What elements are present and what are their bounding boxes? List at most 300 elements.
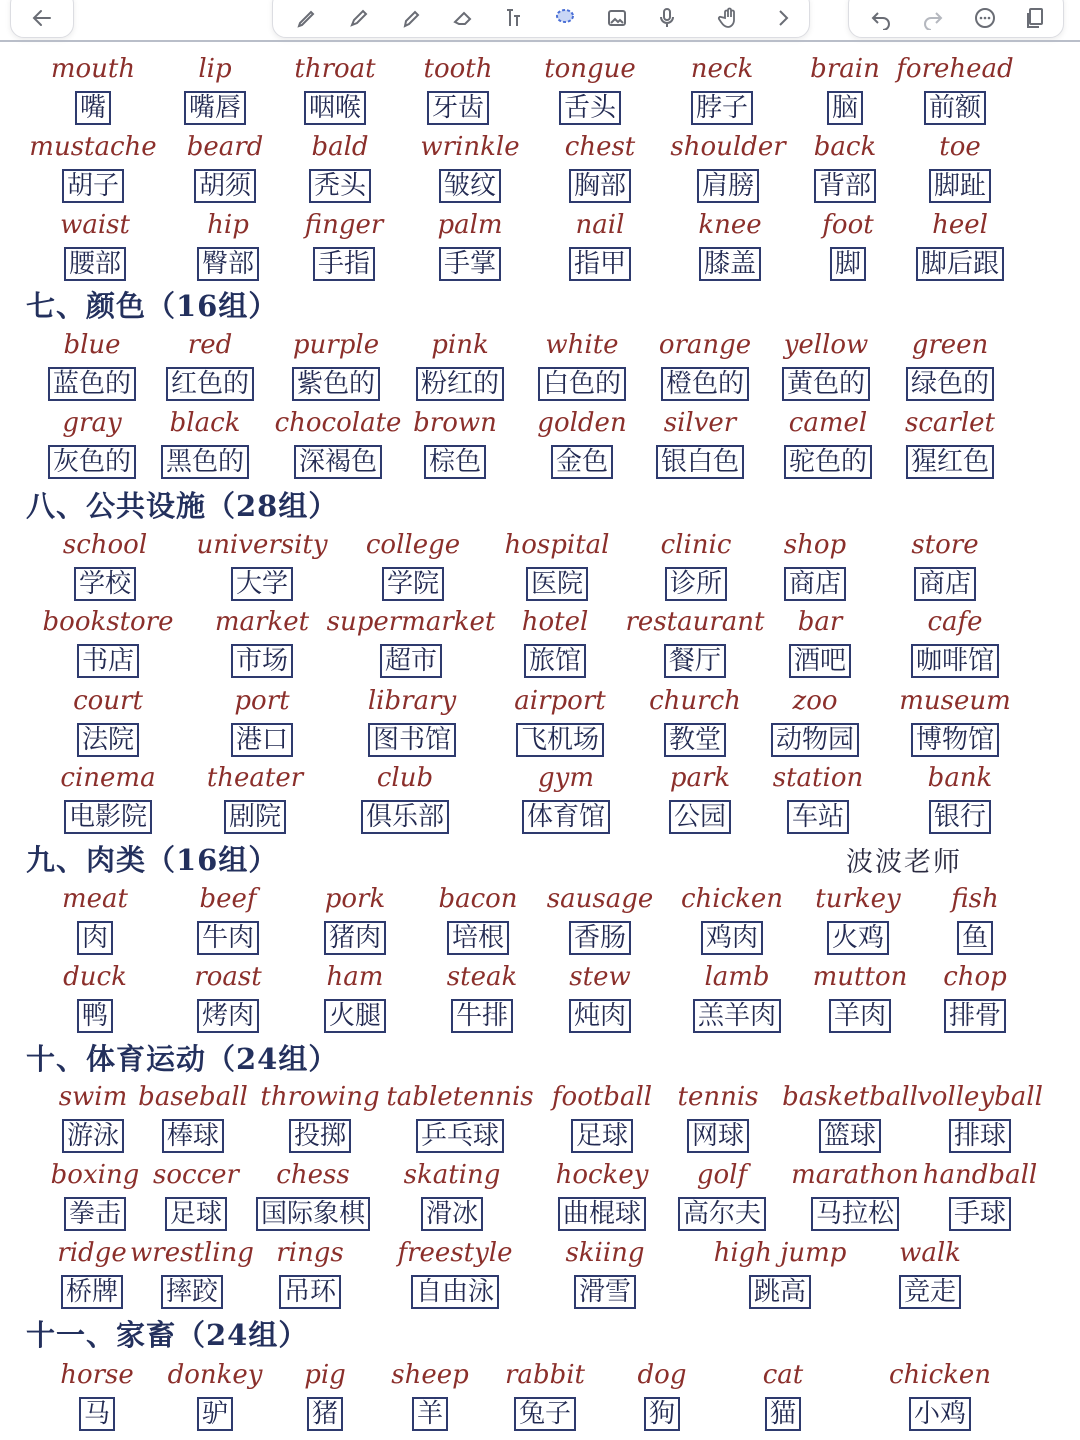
chinese-translation-box: 胸部 — [569, 169, 631, 203]
vocab-item — [915, 607, 995, 676]
chinese-translation-box: 秃头 — [309, 169, 371, 203]
vocab-item — [537, 408, 627, 477]
vocab-item — [50, 54, 136, 123]
english-word: cinema — [60, 763, 156, 793]
chinese-translation-box: 灰色的 — [48, 445, 136, 479]
teacher-signature: 波波老师 — [846, 847, 962, 878]
chinese-translation-box: 马拉松 — [811, 1197, 899, 1231]
chinese-translation-box: 自由泳 — [411, 1275, 499, 1309]
vocab-item — [50, 1160, 140, 1229]
english-word: heel — [932, 210, 988, 240]
english-word: court — [73, 686, 143, 716]
chinese-translation-box: 摔跤 — [161, 1275, 223, 1309]
english-word: hockey — [555, 1160, 649, 1190]
vocab-item — [896, 54, 1014, 123]
english-word: finger — [304, 210, 384, 240]
english-word: market — [214, 607, 310, 637]
more-icon[interactable] — [965, 3, 1005, 33]
english-word: museum — [899, 686, 1011, 716]
vocab-item — [326, 962, 384, 1031]
vocab-item — [911, 530, 979, 599]
vocab-item — [660, 530, 732, 599]
chinese-translation-box: 超市 — [380, 644, 442, 678]
english-word: hotel — [521, 607, 589, 637]
vocab-item — [167, 1360, 263, 1429]
vocab-item — [565, 1238, 645, 1307]
chinese-translation-box: 电影院 — [64, 800, 152, 834]
english-word: pork — [324, 884, 386, 914]
vocab-item — [658, 330, 752, 399]
vocab-item — [514, 686, 606, 755]
vocab-item — [813, 132, 877, 201]
english-word: gray — [62, 408, 122, 438]
vocab-item — [713, 1238, 847, 1307]
eraser-icon[interactable] — [443, 3, 483, 33]
chinese-translation-box: 鱼 — [957, 921, 993, 955]
english-word: golden — [537, 408, 627, 438]
vocab-item — [60, 1360, 134, 1429]
vocab-item — [196, 530, 328, 599]
chinese-translation-box: 黄色的 — [782, 367, 870, 401]
english-word: ham — [326, 962, 384, 992]
chinese-translation-box: 商店 — [914, 567, 976, 601]
vocab-item — [58, 1082, 128, 1151]
english-word: club — [376, 763, 434, 793]
english-word: duck — [63, 962, 127, 992]
english-word: purple — [292, 330, 380, 360]
english-word: baseball — [138, 1082, 248, 1112]
chinese-translation-box: 图书馆 — [368, 723, 456, 757]
chinese-translation-box: 脑 — [827, 91, 863, 125]
vocab-item — [573, 210, 627, 279]
vocab-item — [927, 763, 993, 832]
chevron-right-icon[interactable] — [763, 3, 803, 33]
english-word: boxing — [50, 1160, 140, 1190]
chinese-translation-box: 舌头 — [559, 91, 621, 125]
vocab-item — [680, 884, 784, 953]
chinese-translation-box: 市场 — [231, 644, 293, 678]
vocab-item — [311, 132, 369, 201]
chinese-translation-box: 培根 — [447, 921, 509, 955]
vocab-item — [214, 607, 310, 676]
chinese-translation-box: 胡须 — [194, 169, 256, 203]
chinese-translation-box: 高尔夫 — [678, 1197, 766, 1231]
chinese-translation-box: 臀部 — [197, 247, 259, 281]
vocab-item — [521, 607, 589, 676]
english-word: school — [62, 530, 148, 560]
vocab-item — [260, 1082, 380, 1151]
marker-icon[interactable] — [339, 3, 379, 33]
english-word: zoo — [792, 686, 838, 716]
english-word: turkey — [815, 884, 901, 914]
chinese-translation-box: 白色的 — [538, 367, 626, 401]
vocab-item — [951, 884, 999, 953]
vocab-item — [397, 1238, 513, 1307]
english-word: mouth — [50, 54, 136, 84]
chinese-translation-box: 公园 — [669, 800, 731, 834]
vocab-item — [138, 1082, 248, 1151]
english-word: chicken — [680, 884, 784, 914]
chinese-translation-box: 皱纹 — [439, 169, 501, 203]
vocab-item — [304, 210, 384, 279]
vocab-item — [153, 1160, 239, 1229]
chinese-translation-box: 烤肉 — [197, 999, 259, 1033]
english-word: walk — [899, 1238, 961, 1268]
chinese-translation-box: 诊所 — [665, 567, 727, 601]
english-word: basketball — [782, 1082, 918, 1112]
chinese-translation-box: 跳高 — [749, 1275, 811, 1309]
vocab-item — [793, 607, 847, 676]
vocab-item — [546, 884, 654, 953]
chinese-translation-box: 排球 — [949, 1119, 1011, 1153]
vocab-item — [188, 54, 242, 123]
english-word: shop — [783, 530, 847, 560]
english-word: beard — [186, 132, 264, 162]
vocab-item — [920, 210, 1000, 279]
vocab-item — [52, 330, 132, 399]
vocab-item — [783, 330, 869, 399]
vocab-item — [420, 330, 500, 399]
chinese-translation-box: 脚后跟 — [916, 247, 1004, 281]
undo-icon[interactable] — [861, 3, 901, 33]
vocab-item — [782, 1082, 918, 1151]
chinese-translation-box: 乒乓球 — [416, 1119, 504, 1153]
chinese-translation-box: 足球 — [165, 1197, 227, 1231]
vocab-item — [260, 1160, 366, 1229]
vocab-item — [943, 962, 1007, 1031]
vocab-item — [234, 686, 290, 755]
text-icon[interactable] — [495, 3, 535, 33]
vocab-item — [526, 763, 606, 832]
tools-pill — [272, 0, 810, 38]
chinese-translation-box: 驴 — [197, 1397, 233, 1431]
english-word: camel — [788, 408, 868, 438]
english-word: restaurant — [625, 607, 765, 637]
english-word: chicken — [888, 1360, 992, 1390]
vocab-item — [542, 330, 622, 399]
chinese-translation-box: 红色的 — [166, 367, 254, 401]
highlighter-icon[interactable] — [391, 3, 431, 33]
chinese-translation-box: 羊肉 — [829, 999, 891, 1033]
vocab-item — [391, 1360, 469, 1429]
chinese-translation-box: 桥牌 — [61, 1275, 123, 1309]
toolbar-divider — [0, 40, 1080, 42]
chinese-translation-box: 肩膀 — [697, 169, 759, 203]
english-word: toe — [939, 132, 981, 162]
vocab-item — [60, 763, 156, 832]
vocab-item — [625, 607, 765, 676]
chinese-translation-box: 牛肉 — [197, 921, 259, 955]
actions-pill — [848, 0, 1064, 38]
chinese-translation-box: 兔子 — [514, 1397, 576, 1431]
vocab-item — [294, 54, 376, 123]
chinese-translation-box: 手指 — [313, 247, 375, 281]
pages-icon[interactable] — [1015, 3, 1055, 33]
chinese-translation-box: 背部 — [814, 169, 876, 203]
vocab-item — [899, 1238, 961, 1307]
vocab-item — [812, 962, 908, 1031]
chinese-translation-box: 猪肉 — [324, 921, 386, 955]
english-word: silver — [663, 408, 737, 438]
english-word: knee — [698, 210, 762, 240]
vocab-item — [130, 1238, 254, 1307]
vocab-item — [555, 1160, 649, 1229]
vocab-item — [73, 686, 143, 755]
chinese-translation-box: 学院 — [382, 567, 444, 601]
vocab-item — [60, 210, 130, 279]
redo-icon[interactable] — [913, 3, 953, 33]
vocab-item — [544, 54, 636, 123]
section-heading-facilities: 八、公共设施（28组） — [26, 489, 339, 523]
english-word: back — [813, 132, 877, 162]
vocab-item — [326, 607, 496, 676]
vocab-item — [690, 54, 754, 123]
english-word: sausage — [546, 884, 654, 914]
chinese-translation-box: 嘴唇 — [184, 91, 246, 125]
vocab-item — [551, 1082, 653, 1151]
chinese-translation-box: 医院 — [526, 567, 588, 601]
english-word: soccer — [153, 1160, 239, 1190]
english-word: rabbit — [505, 1360, 585, 1390]
english-word: fish — [951, 884, 999, 914]
english-word: dog — [637, 1360, 687, 1390]
chinese-translation-box: 深褐色 — [294, 445, 382, 479]
english-word: gym — [538, 763, 594, 793]
vocab-item — [386, 1082, 534, 1151]
chinese-translation-box: 粉红的 — [416, 367, 504, 401]
vocab-item — [917, 1082, 1043, 1151]
chinese-translation-box: 酒吧 — [789, 644, 851, 678]
english-word: nail — [575, 210, 625, 240]
english-word: stew — [569, 962, 631, 992]
english-word: horse — [60, 1360, 134, 1390]
english-word: chocolate — [274, 408, 402, 438]
english-word: palm — [437, 210, 503, 240]
english-word: mustache — [29, 132, 157, 162]
english-word: bacon — [438, 884, 518, 914]
chinese-translation-box: 国际象棋 — [256, 1197, 370, 1231]
english-word: tennis — [677, 1082, 759, 1112]
vocab-item — [698, 210, 762, 279]
english-word: supermarket — [326, 607, 496, 637]
vocab-item — [57, 1238, 127, 1307]
english-word: meat — [62, 884, 128, 914]
vocab-item — [762, 1360, 804, 1429]
chinese-translation-box: 羔羊肉 — [693, 999, 781, 1033]
chinese-translation-box: 银白色 — [656, 445, 744, 479]
english-word: sheep — [391, 1360, 469, 1390]
english-word: port — [234, 686, 290, 716]
chinese-translation-box: 驼色的 — [784, 445, 872, 479]
english-word: lip — [198, 54, 232, 84]
chinese-translation-box: 竞走 — [899, 1275, 961, 1309]
vocab-item — [206, 763, 304, 832]
chinese-translation-box: 肉 — [77, 921, 113, 955]
english-word: foot — [822, 210, 874, 240]
english-word: marathon — [791, 1160, 919, 1190]
english-word: football — [551, 1082, 653, 1112]
lasso-icon[interactable] — [545, 3, 585, 33]
vocab-item — [194, 962, 262, 1031]
chinese-translation-box: 体育馆 — [522, 800, 610, 834]
english-word: hospital — [504, 530, 610, 560]
chinese-translation-box: 马 — [79, 1397, 115, 1431]
chinese-translation-box: 排骨 — [944, 999, 1006, 1033]
english-word: station — [772, 763, 864, 793]
english-word: clinic — [660, 530, 732, 560]
vocab-item — [186, 132, 264, 201]
english-word: green — [911, 330, 989, 360]
vocab-item — [564, 132, 636, 201]
chinese-translation-box: 拳击 — [64, 1197, 126, 1231]
vocab-item — [446, 962, 518, 1031]
chinese-translation-box: 手掌 — [439, 247, 501, 281]
english-word: brown — [413, 408, 497, 438]
chinese-translation-box: 飞机场 — [516, 723, 604, 757]
english-word: chop — [943, 962, 1007, 992]
vocab-item — [783, 530, 847, 599]
pen-icon[interactable] — [287, 3, 327, 33]
vocab-item — [649, 686, 741, 755]
english-word: waist — [60, 210, 130, 240]
chinese-translation-box: 滑雪 — [574, 1275, 636, 1309]
english-word: neck — [690, 54, 754, 84]
chinese-translation-box: 法院 — [77, 723, 139, 757]
english-word: golf — [696, 1160, 748, 1190]
english-word: airport — [514, 686, 606, 716]
english-word: roast — [194, 962, 262, 992]
english-word: ridge — [57, 1238, 127, 1268]
english-word: bar — [797, 607, 843, 637]
chinese-translation-box: 曲棍球 — [558, 1197, 646, 1231]
english-word: donkey — [167, 1360, 263, 1390]
english-word: handball — [922, 1160, 1038, 1190]
chinese-translation-box: 投掷 — [289, 1119, 351, 1153]
chinese-translation-box: 脚趾 — [929, 169, 991, 203]
vocab-item — [274, 408, 402, 477]
vocab-item — [420, 132, 520, 201]
english-word: store — [911, 530, 979, 560]
chinese-translation-box: 学校 — [74, 567, 136, 601]
english-word: rings — [276, 1238, 344, 1268]
vocab-item — [791, 1160, 919, 1229]
chinese-translation-box: 嘴 — [75, 91, 111, 125]
section-heading-livestock: 十一、家畜（24组） — [26, 1318, 309, 1352]
image-icon[interactable] — [597, 3, 637, 33]
vocab-item — [899, 686, 1011, 755]
chinese-translation-box: 银行 — [929, 800, 991, 834]
english-word: cafe — [927, 607, 983, 637]
english-word: forehead — [896, 54, 1014, 84]
vocab-item — [822, 210, 874, 279]
section-heading-meat: 九、肉类（16组） — [26, 843, 279, 877]
chinese-translation-box: 牙齿 — [427, 91, 489, 125]
chinese-translation-box: 足球 — [571, 1119, 633, 1153]
chinese-translation-box: 猩红色 — [906, 445, 994, 479]
chinese-translation-box: 腰部 — [64, 247, 126, 281]
english-word: pig — [304, 1360, 346, 1390]
vocab-item — [413, 408, 497, 477]
english-word: brain — [810, 54, 880, 84]
english-word: throat — [294, 54, 376, 84]
english-word: scarlet — [905, 408, 995, 438]
english-word: blue — [63, 330, 121, 360]
chinese-translation-box: 猪 — [307, 1397, 343, 1431]
vocab-item — [910, 330, 990, 399]
english-word: lamb — [704, 962, 770, 992]
vocab-item — [367, 686, 457, 755]
english-word: cat — [762, 1360, 804, 1390]
hand-icon[interactable] — [709, 3, 749, 33]
chinese-translation-box: 滑冰 — [421, 1197, 483, 1231]
chinese-translation-box: 火鸡 — [827, 921, 889, 955]
chinese-translation-box: 脖子 — [691, 91, 753, 125]
english-word: shoulder — [670, 132, 786, 162]
english-word: theater — [206, 763, 304, 793]
vocab-item — [504, 530, 610, 599]
english-word: university — [196, 530, 328, 560]
english-word: beef — [199, 884, 257, 914]
chinese-translation-box: 大学 — [231, 567, 293, 601]
english-word: tooth — [423, 54, 493, 84]
vocab-item — [42, 607, 174, 676]
english-word: chess — [276, 1160, 350, 1190]
vocab-item — [905, 408, 995, 477]
vocab-item — [304, 1360, 346, 1429]
vocab-item — [292, 330, 380, 399]
vocab-item — [788, 408, 868, 477]
vocab-item — [815, 884, 901, 953]
english-word: library — [367, 686, 457, 716]
english-word: wrinkle — [420, 132, 520, 162]
chinese-translation-box: 篮球 — [819, 1119, 881, 1153]
chinese-translation-box: 棕色 — [424, 445, 486, 479]
english-word: throwing — [260, 1082, 380, 1112]
chinese-translation-box: 牛排 — [451, 999, 513, 1033]
english-word: park — [669, 763, 731, 793]
vocab-item — [201, 210, 255, 279]
vocab-item — [697, 962, 777, 1031]
vocab-item — [922, 1160, 1038, 1229]
back-arrow-icon[interactable] — [22, 3, 62, 33]
chinese-translation-box: 餐厅 — [664, 644, 726, 678]
chinese-translation-box: 绿色的 — [906, 367, 994, 401]
chinese-translation-box: 香肠 — [569, 921, 631, 955]
vocab-item — [810, 54, 880, 123]
vocab-item — [933, 132, 987, 201]
chinese-translation-box: 书店 — [77, 644, 139, 678]
vocab-item — [505, 1360, 585, 1429]
english-word: skating — [403, 1160, 501, 1190]
english-word: bookstore — [42, 607, 174, 637]
chinese-translation-box: 膝盖 — [699, 247, 761, 281]
vocab-item — [682, 1160, 762, 1229]
vocab-item — [63, 962, 127, 1031]
english-word: wrestling — [130, 1238, 254, 1268]
english-word: high jump — [713, 1238, 847, 1268]
english-word: church — [649, 686, 741, 716]
chinese-translation-box: 动物园 — [771, 723, 859, 757]
vocab-item — [403, 1160, 501, 1229]
english-word: tongue — [544, 54, 636, 84]
mic-icon[interactable] — [647, 3, 687, 33]
chinese-translation-box: 前额 — [924, 91, 986, 125]
section-heading-colors: 七、颜色（16组） — [26, 289, 279, 323]
english-word: skiing — [565, 1238, 645, 1268]
vocab-item — [569, 962, 631, 1031]
nav-pill — [10, 0, 74, 38]
chinese-translation-box: 小鸡 — [909, 1397, 971, 1431]
